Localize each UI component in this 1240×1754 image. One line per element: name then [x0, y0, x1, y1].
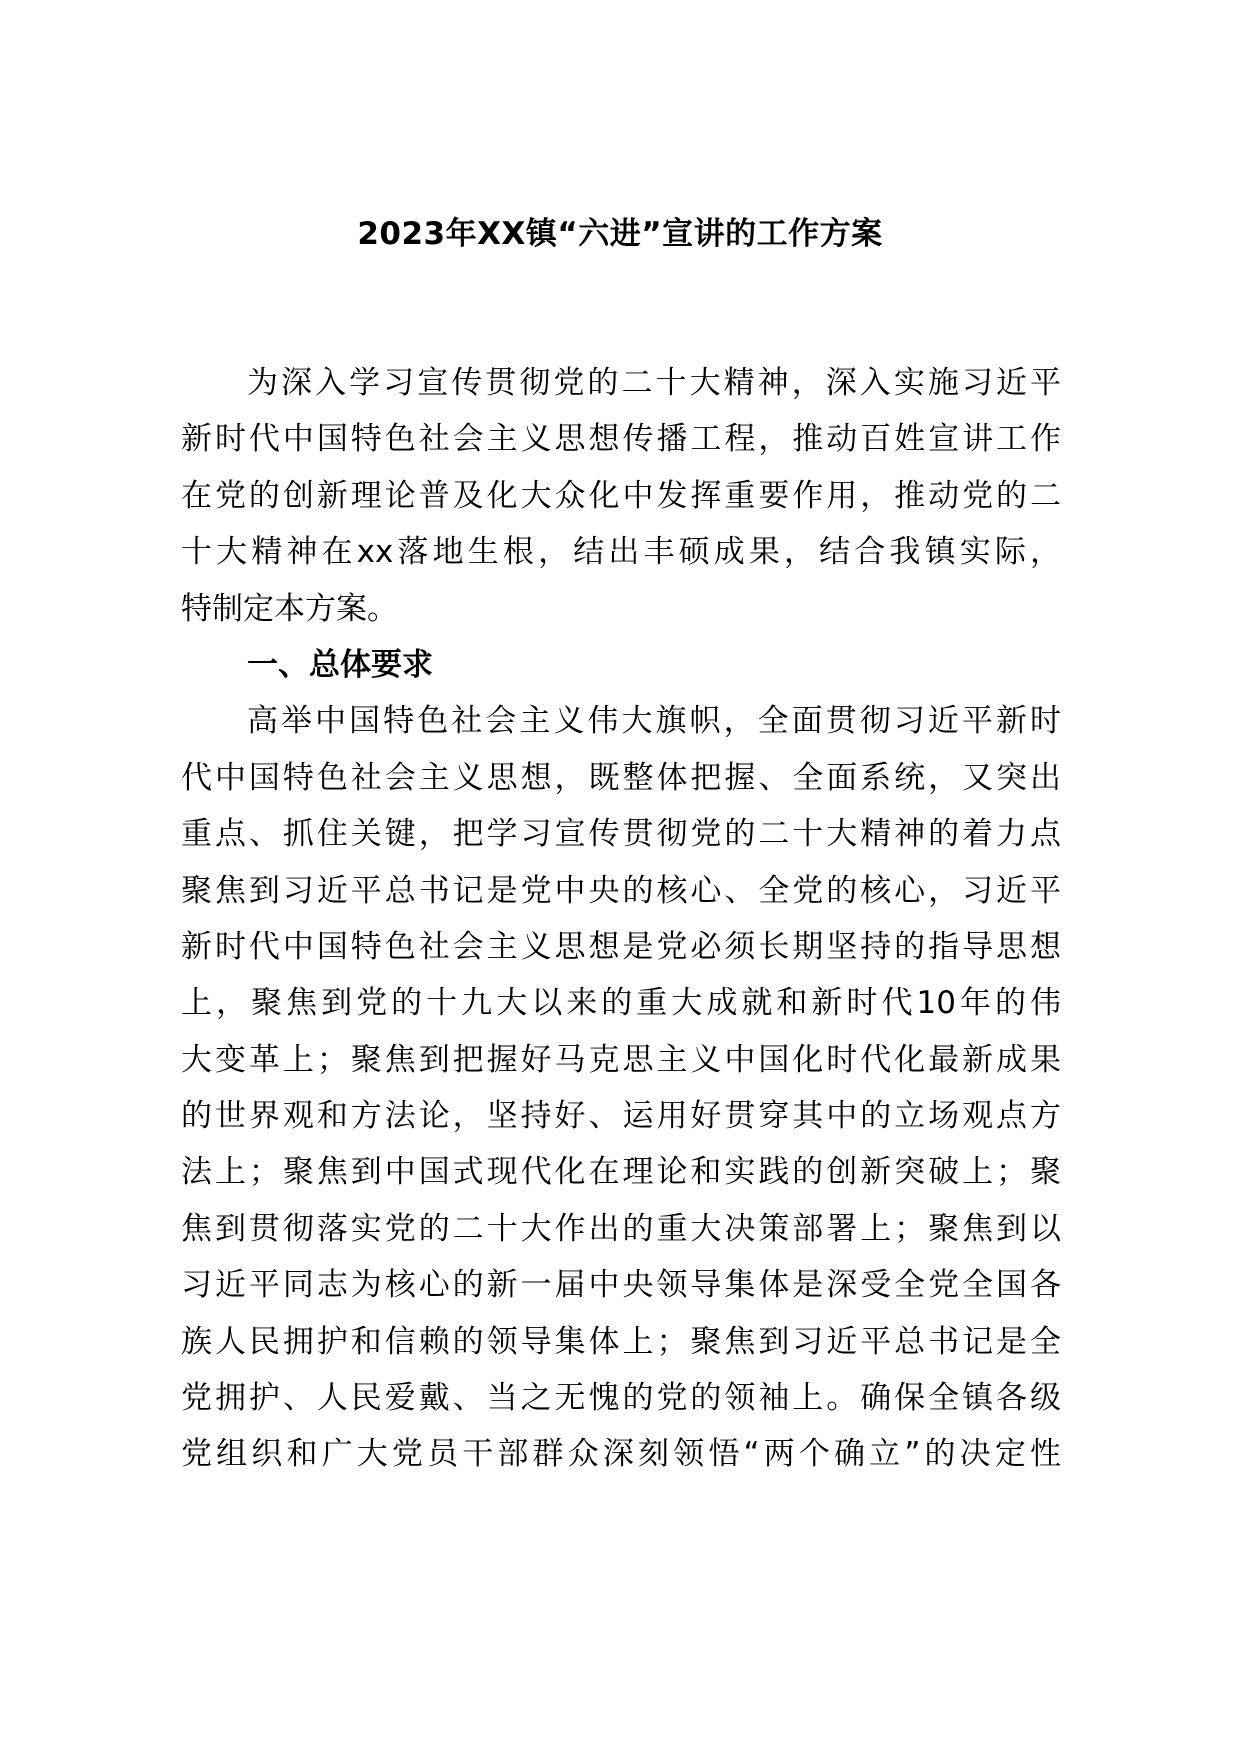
intro-line: 十大精神在xx落地生根，结出丰硕成果，结合我镇实际， — [181, 534, 1061, 571]
section-line: 大变革上；聚焦到把握好马克思主义中国化时代化最新成果 — [181, 1041, 1061, 1078]
section-line: 新时代中国特色社会主义思想是党必须长期坚持的指导思想 — [181, 928, 1061, 965]
section-line: 焦到贯彻落实党的二十大作出的重大决策部署上；聚焦到以 — [181, 1210, 1061, 1247]
section-heading: 一、总体要求 — [247, 646, 433, 683]
intro-line: 特制定本方案。 — [181, 590, 398, 627]
intro-line: 在党的创新理论普及化大众化中发挥重要作用，推动党的二 — [181, 477, 1061, 514]
section-line: 习近平同志为核心的新一届中央领导集体是深受全党全国各 — [181, 1267, 1061, 1304]
section-line: 党组织和广大党员干部群众深刻领悟“两个确立”的决定性 — [181, 1436, 1061, 1473]
document-body — [181, 355, 1061, 1483]
section-line: 代中国特色社会主义思想，既整体把握、全面系统，又突出 — [181, 759, 1061, 796]
section-line: 党拥护、人民爱戴、当之无愧的党的领袖上。确保全镇各级 — [181, 1380, 1061, 1417]
intro-line: 为深入学习宣传贯彻党的二十大精神，深入实施习近平 — [247, 365, 1061, 401]
intro-line: 新时代中国特色社会主义思想传播工程，推动百姓宣讲工作 — [181, 421, 1061, 458]
section-line: 法上；聚焦到中国式现代化在理论和实践的创新突破上；聚 — [181, 1154, 1061, 1191]
section-line: 重点、抓住关键，把学习宣传贯彻党的二十大精神的着力点 — [181, 816, 1061, 853]
section-line: 聚焦到习近平总书记是党中央的核心、全党的核心，习近平 — [181, 872, 1061, 909]
section-line: 高举中国特色社会主义伟大旗帜，全面贯彻习近平新时 — [247, 703, 1061, 740]
section-line: 的世界观和方法论，坚持好、运用好贯穿其中的立场观点方 — [181, 1098, 1061, 1135]
document-title: 2023年XX镇“六进”宣讲的工作方案 — [357, 216, 883, 252]
section-line: 上，聚焦到党的十九大以来的重大成就和新时代10年的伟 — [181, 985, 1061, 1022]
section-line: 族人民拥护和信赖的领导集体上；聚焦到习近平总书记是全 — [181, 1323, 1061, 1360]
